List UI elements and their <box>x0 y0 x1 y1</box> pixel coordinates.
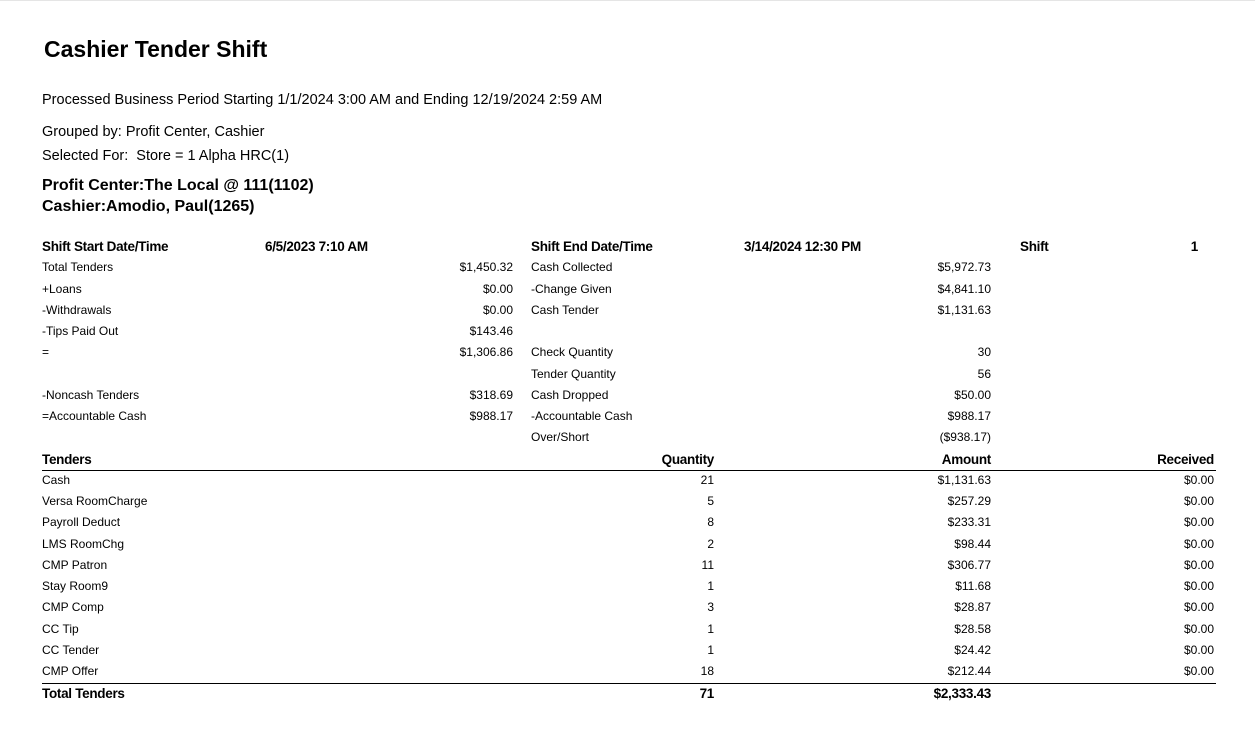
tender-name: CMP Offer <box>42 664 99 678</box>
tender-quantity: 18 <box>700 664 714 678</box>
tender-quantity: 5 <box>707 494 714 508</box>
tender-amount: $24.42 <box>954 643 991 657</box>
shift-end-value: 3/14/2024 12:30 PM <box>744 239 861 254</box>
cashier: Cashier:Amodio, Paul(1265) <box>42 198 255 215</box>
tender-received: $0.00 <box>1183 494 1214 508</box>
quantity-column-header: Quantity <box>661 452 714 467</box>
tender-name: CC Tender <box>42 643 100 657</box>
tender-amount: $306.77 <box>947 558 991 572</box>
tender-quantity: 8 <box>707 515 714 529</box>
tender-quantity: 1 <box>707 579 714 593</box>
tender-quantity: 2 <box>707 537 714 551</box>
tender-name: Versa RoomCharge <box>42 494 148 508</box>
tender-received: $0.00 <box>1183 622 1214 636</box>
tender-received: $0.00 <box>1183 579 1214 593</box>
summary-left-value: $1,306.86 <box>459 345 513 359</box>
report-title: Cashier Tender Shift <box>44 36 268 62</box>
tender-amount: $28.58 <box>954 622 991 636</box>
amount-column-header: Amount <box>941 452 991 467</box>
tender-amount: $11.68 <box>955 579 991 593</box>
tender-quantity: 11 <box>701 558 714 572</box>
summary-right-value: $4,841.10 <box>937 282 991 296</box>
tender-name: LMS RoomChg <box>42 537 125 551</box>
tender-amount: $212.44 <box>947 664 991 678</box>
tender-received: $0.00 <box>1183 664 1214 678</box>
selected-for: Selected For: Store = 1 Alpha HRC(1) <box>42 148 290 164</box>
tender-name: Payroll Deduct <box>42 515 121 529</box>
summary-right-label: Tender Quantity <box>531 367 616 381</box>
shift-start-value: 6/5/2023 7:10 AM <box>265 239 368 254</box>
summary-left-value: $318.69 <box>469 388 513 402</box>
tender-quantity: 1 <box>707 622 714 636</box>
summary-left-value: $0.00 <box>482 282 513 296</box>
summary-left-value: $0.00 <box>482 303 513 317</box>
tender-received: $0.00 <box>1183 643 1214 657</box>
tender-amount: $233.31 <box>947 515 991 529</box>
summary-left-label: -Noncash Tenders <box>42 388 140 402</box>
summary-left-label: =Accountable Cash <box>42 409 147 423</box>
shift-end-label: Shift End Date/Time <box>531 239 653 254</box>
total-amount: $2,333.43 <box>933 686 991 701</box>
tender-amount: $257.29 <box>947 494 991 508</box>
tender-amount: $1,131.63 <box>937 473 991 487</box>
summary-left-value: $988.17 <box>469 409 513 423</box>
table-total-rule <box>42 683 1216 684</box>
tender-name: CMP Patron <box>42 558 108 572</box>
tender-quantity: 21 <box>700 473 714 487</box>
tender-name: CC Tip <box>42 622 79 636</box>
summary-right-label: -Accountable Cash <box>531 409 633 423</box>
summary-right-label: Cash Dropped <box>531 388 609 402</box>
summary-left-value: $1,450.32 <box>459 260 513 274</box>
shift-label: Shift <box>1020 239 1049 254</box>
tender-amount: $28.87 <box>954 600 991 614</box>
tender-name: Stay Room9 <box>42 579 109 593</box>
tender-received: $0.00 <box>1183 515 1214 529</box>
summary-right-value: 56 <box>977 367 991 381</box>
summary-left-label: -Tips Paid Out <box>42 324 119 338</box>
shift-value: 1 <box>1190 239 1198 254</box>
grouped-by: Grouped by: Profit Center, Cashier <box>42 124 265 140</box>
summary-left-value: $143.46 <box>469 324 513 338</box>
total-quantity: 71 <box>699 686 714 701</box>
summary-right-label: Cash Collected <box>531 260 613 274</box>
summary-right-label: -Change Given <box>531 282 612 296</box>
tender-received: $0.00 <box>1183 600 1214 614</box>
summary-right-value: $1,131.63 <box>937 303 991 317</box>
shift-start-label: Shift Start Date/Time <box>42 239 169 254</box>
tender-quantity: 3 <box>707 600 714 614</box>
summary-left-label: -Withdrawals <box>42 303 112 317</box>
summary-right-value: 30 <box>977 345 991 359</box>
tender-name: CMP Comp <box>42 600 104 614</box>
summary-right-label: Check Quantity <box>531 345 614 359</box>
summary-right-value: $988.17 <box>947 409 991 423</box>
summary-right-value: $5,972.73 <box>937 260 991 274</box>
summary-right-value: $50.00 <box>954 388 991 402</box>
summary-left-label: Total Tenders <box>42 260 114 274</box>
profit-center: Profit Center:The Local @ 111(1102) <box>42 177 314 194</box>
tender-received: $0.00 <box>1183 558 1214 572</box>
total-tenders-label: Total Tenders <box>42 686 125 701</box>
summary-right-label: Over/Short <box>531 430 590 444</box>
tender-quantity: 1 <box>707 643 714 657</box>
summary-right-value: ($938.17) <box>939 430 991 444</box>
received-column-header: Received <box>1157 452 1214 467</box>
summary-left-label: +Loans <box>42 282 82 296</box>
tenders-column-header: Tenders <box>42 452 92 467</box>
table-header-rule <box>42 470 1216 471</box>
business-period: Processed Business Period Starting 1/1/2024 3:00 AM and Ending 12/19/2024 2:59 AM <box>42 92 603 108</box>
page-top-border <box>0 0 1255 1</box>
tender-amount: $98.44 <box>954 537 991 551</box>
tender-name: Cash <box>42 473 71 487</box>
summary-left-label: = <box>42 345 50 359</box>
tender-received: $0.00 <box>1183 537 1214 551</box>
tender-received: $0.00 <box>1183 473 1214 487</box>
summary-right-label: Cash Tender <box>531 303 599 317</box>
